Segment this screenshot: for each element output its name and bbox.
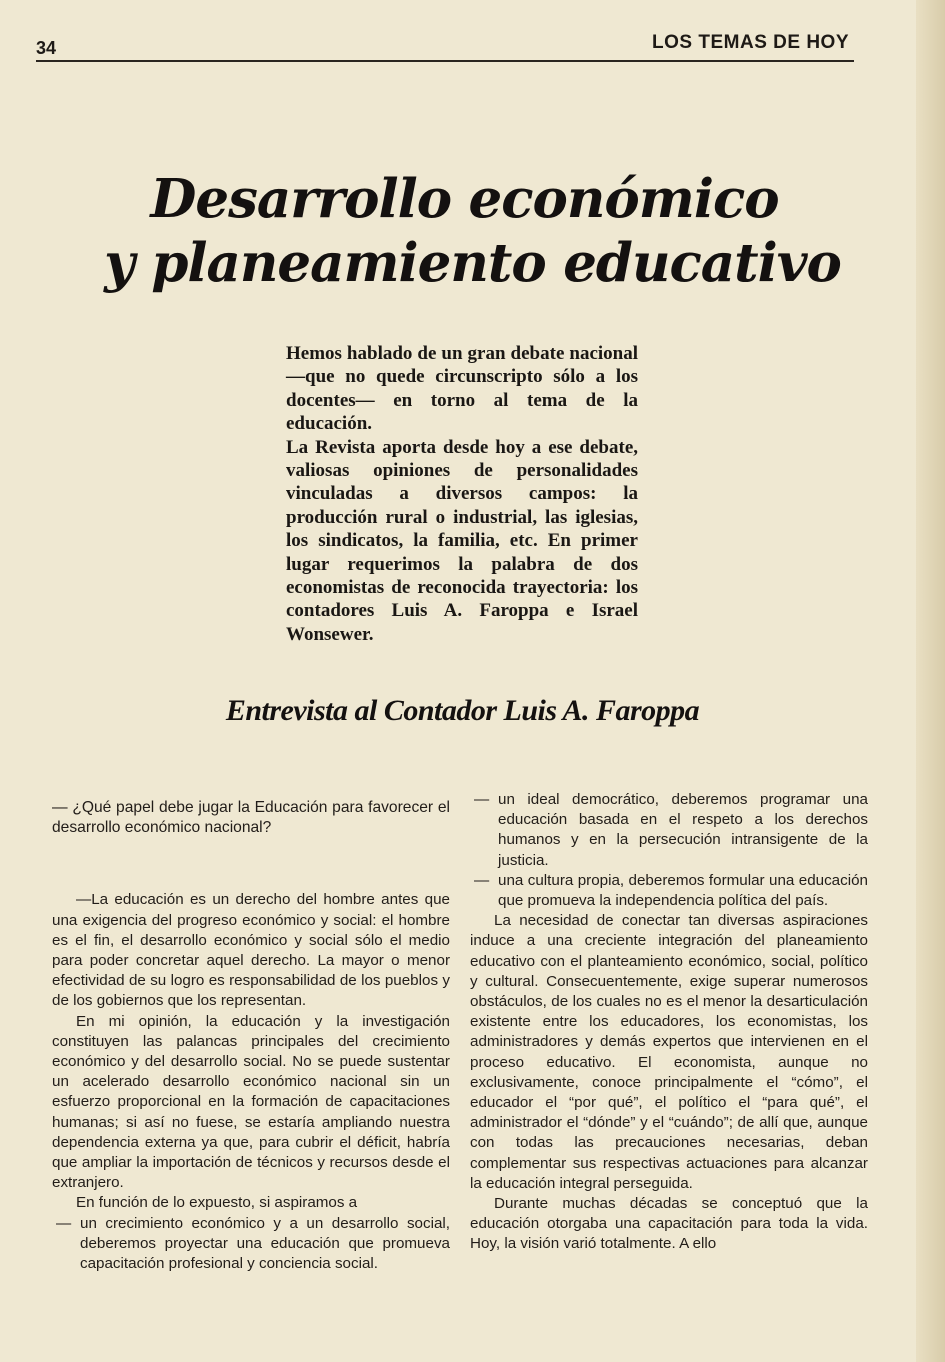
list-item-text: un ideal democrático, deberemos programar una educación basada en el respeto a los derechos humanos y en la persecución intransigente de la justicia. <box>498 791 868 869</box>
list-item <box>52 1214 450 1275</box>
answer-paragraph: La necesidad de conectar tan diversas aspiraciones induce a una creciente integración del planeamiento educativo con el planteamiento económico, social, político y cultural. Consecuentemente, exige superar numerosos obstáculos, de los cuales no es el menor la desarticulación existente entre los educadores, los economistas, los administradores y demás expertos que intervienen en el proceso educativo. El economista, aunque no exclusivamente, conoce principalmente el “cómo”, el educador el “por qué”, el político el “para qué”, el administrador el “dónde” y el “cuándo”; de allí que, aunque con todas las precauciones necesarias, deban complementar sus respectivas actuaciones para alcanzar la educación integral perseguida. <box>470 912 868 1192</box>
answer-paragraph: Durante muchas décadas se conceptuó que la educación otorgaba una capacitación para toda la vida. Hoy, la visión varió totalmente. A ello <box>470 1195 868 1253</box>
list-item <box>470 790 868 871</box>
answer-paragraph: En mi opinión, la educación y la investigación constituyen las palancas principales del crecimiento económico y del desarrollo social. No se puede sustentar un acelerado desarrollo económico nacional sin un esfuerzo proporcional en la formación de capacitaciones humanas; si así no fuese, se estaría ampliando nuestra dependencia externa ya que, para cubrir el déficit, habría que ampliar la importación de técnicos y recursos desde el extranjero. <box>52 1012 450 1192</box>
list-item-text: un crecimiento económico y a un desarrollo social, deberemos proyectar una educación que promueva capacitación profesional y conciencia social. <box>80 1214 450 1273</box>
bullet-dash: — <box>56 1214 72 1232</box>
bullet-dash: — <box>474 791 490 808</box>
section-title: LOS TEMAS DE HOY <box>652 32 849 53</box>
list-item-text: una cultura propia, deberemos formular una educación que promueva la independencia política del país. <box>498 871 868 910</box>
bullet-dash: — <box>474 871 490 889</box>
list-item <box>470 871 868 911</box>
interview-subtitle: Entrevista al Contador Luis A. Faroppa <box>225 694 700 727</box>
page-number: 34 <box>36 38 57 58</box>
text-column-left <box>52 798 450 1274</box>
header-rule <box>36 60 854 62</box>
answer-paragraph: En función de lo expuesto, si aspiramos a <box>76 1194 358 1212</box>
article-intro <box>286 342 638 646</box>
text-column-right <box>470 790 868 1255</box>
intro-paragraph: Hemos hablado de un gran debate nacional —que no quede circunscripto sólo a los docentes— en torno al tema de la educación. <box>286 343 638 435</box>
article-title-line-1: Desarrollo económico <box>150 168 779 230</box>
answer-paragraph: —La educación es un derecho del hombre antes que una exigencia del progreso económico y social: el hombre es el fin, el desarrollo económico y social sólo el medio para poder concretar aquel derecho. La mayor o menor efectividad de su logro es responsabilidad de los pueblos y de los gobiernos que los representan. <box>52 891 450 1010</box>
article-title-line-2: y planeamiento educativo <box>104 232 841 294</box>
intro-paragraph: La Revista aporta desde hoy a ese debate, valiosas opiniones de personalidades vinculadas a diversos campos: la producción rural o industrial, las iglesias, los sindicatos, la familia, etc. En primer lugar requerimos la palabra de dos economistas de reconocida trayectoria: los contadores Luis A. Faroppa e Israel Wonsewer. <box>286 436 638 645</box>
interview-question: — ¿Qué papel debe jugar la Educación para favorecer el desarrollo económico nacional? <box>52 799 450 837</box>
